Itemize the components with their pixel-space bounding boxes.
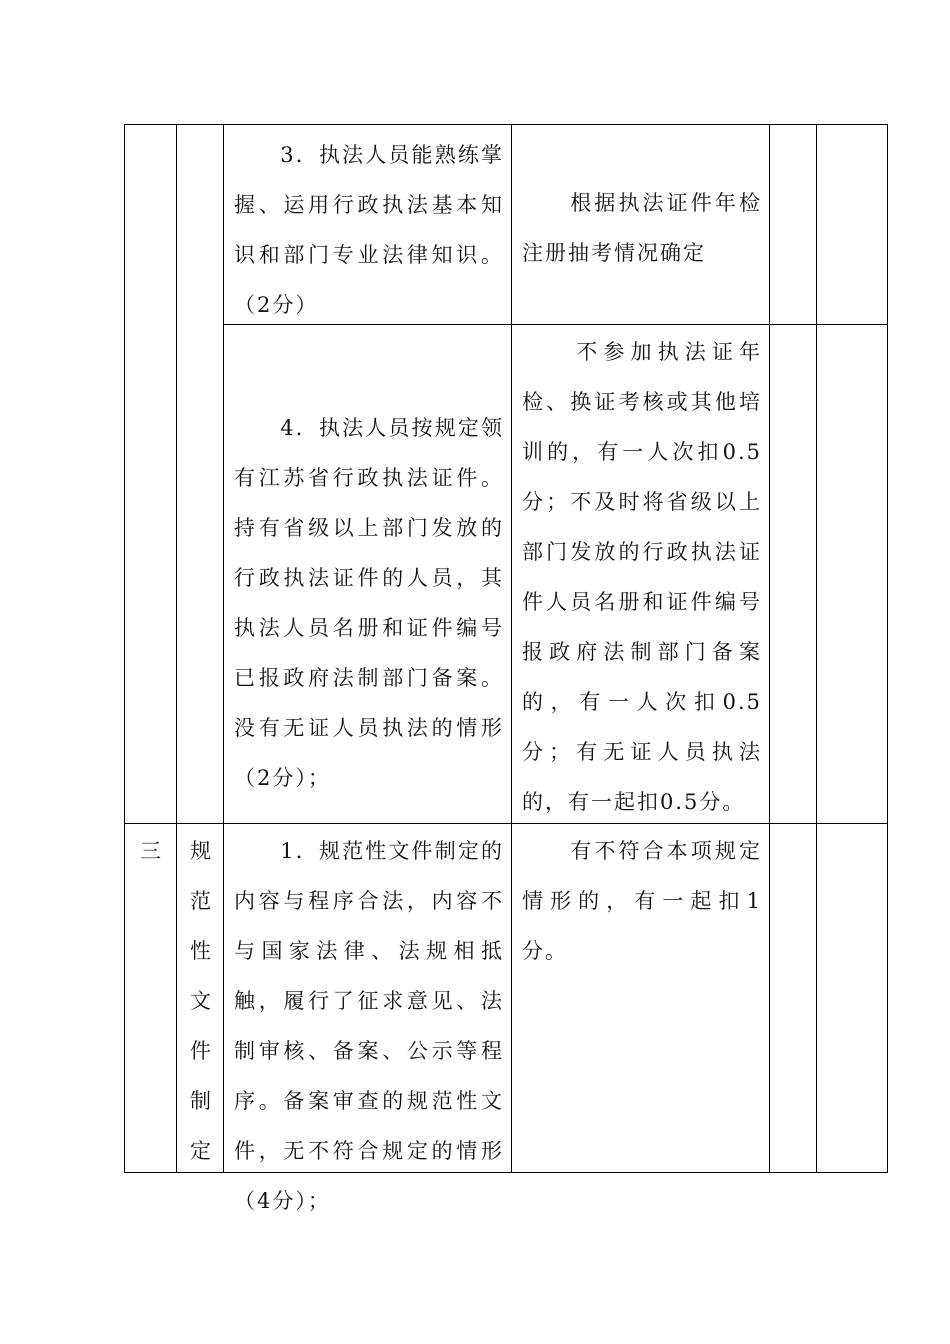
item-number: 三 bbox=[140, 839, 161, 863]
category-char: 范 bbox=[190, 889, 211, 913]
category-char: 件 bbox=[190, 1039, 211, 1063]
category-label bbox=[177, 826, 224, 1176]
scoring-cell: 不参加执法证年检、换证考核或其他培训的，有一人次扣0.5分；不及时将省级以上部门发放的行政执法证件人员名册和证件编号报政府法制部门备案的，有一人次扣0.5分；有无证人员执法的，有一起扣0.5分。 bbox=[522, 340, 762, 814]
category-char: 定 bbox=[190, 1139, 211, 1163]
column-divider bbox=[769, 124, 770, 1173]
table-top-border bbox=[124, 124, 888, 125]
column-divider bbox=[816, 124, 817, 1173]
scoring-cell: 有不符合本项规定情形的，有一起扣1分。 bbox=[522, 839, 762, 963]
category-char: 制 bbox=[190, 1089, 211, 1113]
category-char: 性 bbox=[190, 939, 211, 963]
scoring-cell: 根据执法证件年检注册抽考情况确定 bbox=[522, 191, 762, 265]
column-divider bbox=[511, 124, 512, 1173]
criterion-cell: 3．执法人员能熟练掌握、运用行政执法基本知识和部门专业法律知识。（2分） bbox=[234, 143, 504, 317]
criterion-cell: 1．规范性文件制定的内容与程序合法，内容不与国家法律、法规相抵触，履行了征求意见、法制审核、备案、公示等程序。备案审查的规范性文件，无不符合规定的情形（4分）； bbox=[234, 839, 504, 1213]
category-char: 规 bbox=[190, 839, 211, 863]
category-char: 文 bbox=[190, 989, 211, 1013]
row-divider bbox=[124, 823, 888, 824]
column-divider bbox=[887, 124, 888, 1173]
column-divider bbox=[124, 124, 125, 1173]
criterion-cell: 4．执法人员按规定领有江苏省行政执法证件。持有省级以上部门发放的行政执法证件的人员，其执法人员名册和证件编号已报政府法制部门备案。没有无证人员执法的情形（2分）； bbox=[234, 416, 504, 790]
evaluation-table bbox=[124, 124, 888, 1213]
